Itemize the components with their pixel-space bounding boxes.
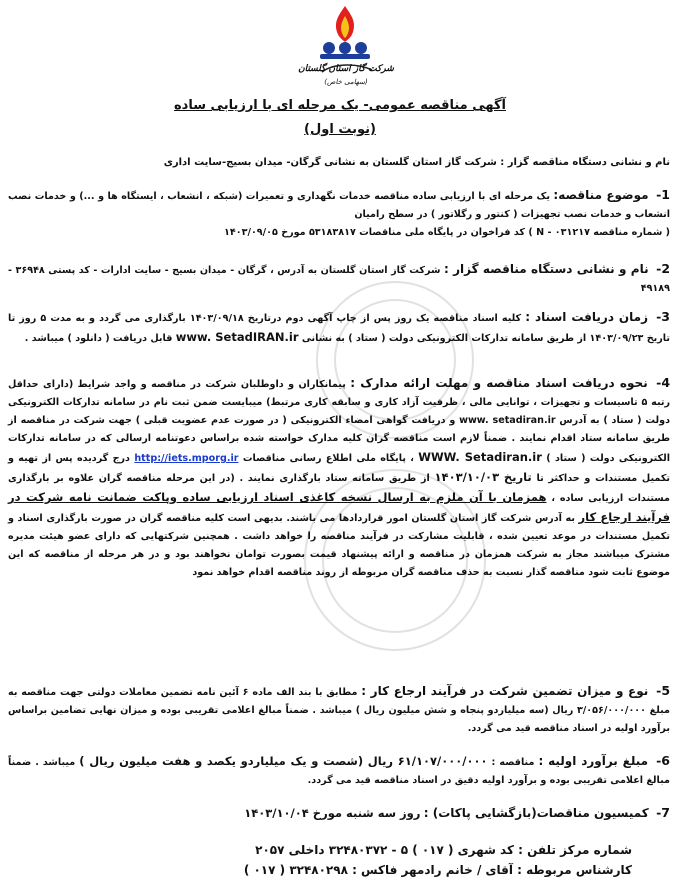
section-4-deadline-date: ۱۴۰۳/۱۰/۰۳ — [434, 470, 500, 484]
notice-title: آگهی مناقصه عمومی- یک مرحله ای با ارزیابی ساده — [174, 98, 506, 113]
section-6-number: 6- — [656, 753, 670, 768]
section-5-heading: نوع و میزان تضمین شرکت در فرآیند ارجاع کار : — [361, 684, 649, 698]
section-3-tail: قابل دریافت ( دانلود ) میباشد . — [24, 333, 173, 344]
section-7-body: روز سه شنبه مورخ ۱۴۰۳/۱۰/۰۴ — [244, 806, 421, 820]
section-3-number: 3- — [656, 309, 670, 324]
company-logo — [290, 2, 400, 88]
footer-phone: شماره مرکز تلفن : کد شهری ( ۰۱۷ ) ۵ - ۳۲۴۸۰۳۷۲ داخلی ۲۰۵۷ — [255, 843, 632, 857]
logo-text: شرکت گاز استان گلستان — [298, 64, 394, 74]
section-4-p3: ، پایگاه ملی اطلاع رسانی مناقصات — [242, 453, 414, 464]
section-4-p2: و دریافت گواهی امضاء الکترونیکی ( در صورت عدم عضویت قبلی ) جهت شرکت در مناقصه از طریق سامانه ستاد اقدام نمایند . ضمناً لازم است مناقصه گران کلیه مدارک خواسته شده براساس دعوتنامه ارسالی که در سامانه تدارکات الکترونیکی دولت ( ستاد ) — [8, 415, 671, 464]
section-2-body: شرکت گاز استان گلستان به آدرس ، گرگان - میدان بسیج - سایت ادارات - کد پستی ۳۶۹۴۸ - ۴۹۱۸۹ — [8, 265, 670, 294]
section-7-number: 7- — [656, 805, 670, 820]
section-6-body: میباشد . ضمناً مبالغ اعلامی تقریبی بوده و برآورد اولیه دقیق در اسناد مناقصه قید می گردد. — [8, 757, 670, 786]
section-7-heading: کمیسیون مناقصات(بازگشایی پاکات) : — [423, 806, 649, 820]
footer-contact: کارشناس مربوطه : آقای / خانم رادمهر فاکس : ۳۲۴۸۰۲۹۸ ( ۰۱۷ ) — [243, 863, 632, 877]
section-1 — [8, 186, 670, 242]
section-1-heading: موضوع مناقصه: — [553, 188, 649, 202]
section-4-heading: نحوه دریافت اسناد مناقصه و مهلت ارائه مدارک : — [350, 376, 648, 390]
logo-subtext: (سهامی خاص) — [324, 78, 368, 86]
section-6-amount: ۶۱/۱۰۷/۰۰۰/۰۰۰ ریال (شصت و یک میلیاردو یکصد و هفت میلیون ریال ) — [79, 754, 488, 768]
section-5-body: مطابق با بند الف ماده ۶ آئین نامه تضمین معاملات دولتی جهت مناقصه به مبلغ ۳/۰۵۶/۰۰۰/۰۰۰ ریال (سه میلیاردو پنجاه و شش میلیون ریال ) میباشد . ضمناً مبالغ اعلامی تقریبی بوده و میزان نهایی تضامین براساس برآورد اولیه در اسناد مناقصه قید می گردد. — [8, 687, 670, 734]
section-3-heading: زمان دریافت اسناد : — [525, 310, 648, 324]
section-2 — [8, 260, 670, 298]
section-6 — [8, 752, 670, 790]
section-3 — [8, 308, 670, 348]
section-6-label: مناقصه : — [491, 757, 535, 768]
section-4-p1: پیمانکاران و داوطلبان شرکت در مناقصه و واجد شرایط (دارای حداقل رتبه ۵ تاسیسات و تجهیزات ، توانایی مالی ، ظرفیت آزاد کاری و سابقه کاری مرتبط) میبایست ضمن ثبت نام در سامانه تدارکات الکترونیکی دولت ( ستاد ) به آدرس — [8, 379, 671, 426]
section-4-p4: درج گردیده پس از تهیه و تکمیل مستندات و حداکثر تا — [8, 453, 671, 484]
section-2-heading: نام و نشانی دستگاه مناقصه گزار : — [443, 262, 649, 276]
section-5-number: 5- — [656, 683, 671, 698]
section-4-site1: www. setadiran.ir — [459, 415, 556, 426]
section-4-site2: WWW. Setadiran.ir — [418, 450, 542, 464]
section-4-p5: از طریق سامانه ستاد بارگذاری نمایند . (در این مرحله مناقصه گران علاوه بر بارگذاری مستندات ارزیابی ساده ، — [8, 473, 670, 504]
section-4-emphasis: همزمان با آن ملزم به ارسال نسخه کاغذی اسناد ارزیابی ساده وپاکت ضمانت نامه شرکت در فرآیند ارجاع کار — [8, 490, 670, 524]
section-5 — [8, 682, 670, 738]
section-1-body: یک مرحله ای با ارزیابی ساده مناقصه خدمات نگهداری و تعمیرات (شبکه ، انشعاب ، ایستگاه ها و ...) و خدمات نصب انشعاب و خدمات نصب تجهیزات ( کنتور و رگلاتور ) در سطح رامیان — [8, 191, 670, 220]
section-2-number: 2- — [656, 261, 671, 276]
section-6-heading: مبلغ برآورد اولیه : — [538, 754, 649, 768]
section-4 — [8, 374, 670, 582]
section-4-p6: به آدرس شرکت گاز استان گلستان امور قراردادها می باشند. بدیهی است کلیه مناقصه گران در صورت بارگذاری اسناد و تکمیل مستندات در موعد تعیین شده ، قابلیت مشارکت در فرآیند مناقصه را خواهد داشت . همچنین شرکتهایی که دارای عضو هیئت مدیره مشترک میباشند مجاز به شرکت همزمان در مناقصه و ارائه پیشنهاد قیمت بصورت توامان نخواهند بود و در هر مرحله از مناقصه که این موضوع ثابت شود مناقصه گذار نسبت به حذف مناقصه گران مربوطه از روند مناقصه اقدام خواهد نمود — [8, 513, 670, 578]
section-3-body: کلیه اسناد مناقصه یک روز پس از چاپ آگهی دوم درتاریخ ۱۴۰۳/۰۹/۱۸ بارگذاری می گردد و به مدت ۵ روز تا تاریخ ۱۴۰۳/۰۹/۲۳ از طریق سامانه تدارکات الکترونیکی دولت ( ستاد ) به نشانی — [8, 313, 670, 344]
section-3-site: www. SetadIRAN.ir — [175, 330, 299, 344]
section-1-number: 1- — [656, 187, 670, 202]
section-4-number: 4- — [656, 375, 671, 390]
iets-link[interactable]: http://iets.mporg.ir — [134, 453, 239, 464]
section-7 — [8, 804, 670, 824]
notice-round: (نوبت اول) — [304, 122, 376, 137]
intro-line: نام و نشانی دستگاه مناقصه گزار : شرکت گاز استان گلستان به نشانی گرگان- میدان بسیج-سایت اداری — [163, 157, 670, 168]
section-1-tender-code: ( شماره مناقصه N - ۰۳۱۲۱۷ ) کد فراخوان در پایگاه ملی مناقصات ۵۳۱۸۳۸۱۷ مورخ ۱۴۰۳/۰۹/۰۵ — [224, 227, 670, 238]
section-4-date-label: تاریخ — [503, 470, 532, 484]
